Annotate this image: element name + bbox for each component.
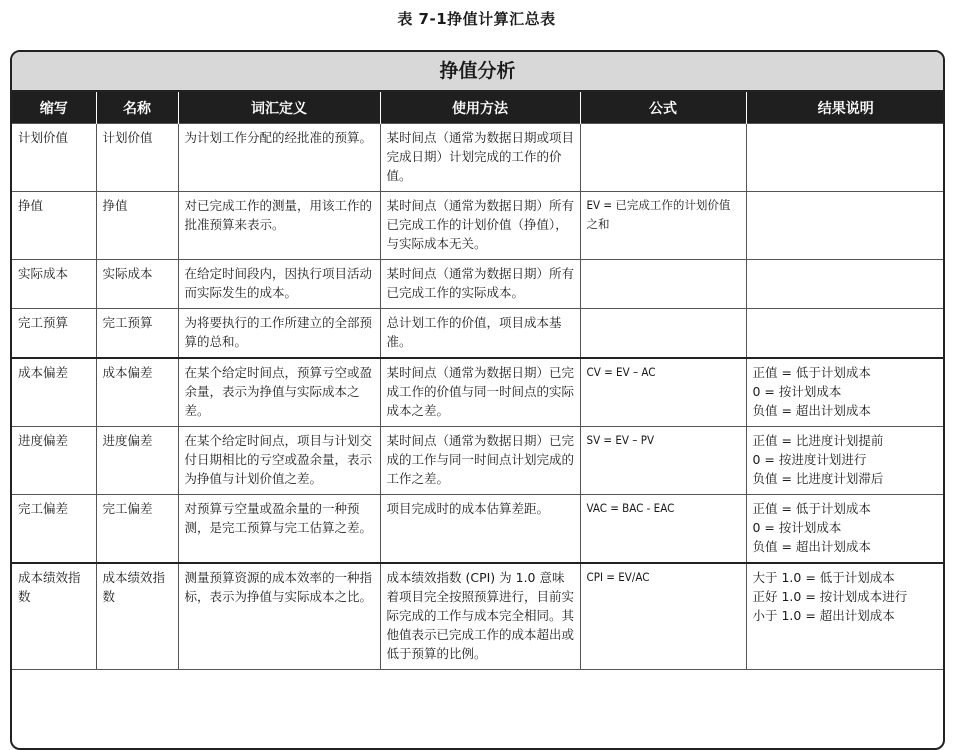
table-row (12, 309, 945, 359)
cell-abbr: 挣值 (12, 192, 96, 260)
cell-formula (580, 309, 746, 359)
cell-result (746, 309, 945, 359)
cell-usage: 某时间点（通常为数据日期）所有已完成工作的计划价值（挣值），与实际成本无关。 (380, 192, 580, 260)
table-row (12, 260, 945, 309)
header-result: 结果说明 (746, 92, 945, 124)
result-line: 小于 1.0 = 超出计划成本 (752, 608, 895, 623)
cell-result (746, 427, 945, 495)
cell-result (746, 192, 945, 260)
cell-abbr: 进度偏差 (12, 427, 96, 495)
cell-formula: CPI = EV/AC (580, 563, 746, 670)
result-line: 正值 = 低于计划成本 (752, 501, 871, 516)
cell-usage: 某时间点（通常为数据日期或项目完成日期）计划完成的工作的价值。 (380, 124, 580, 192)
cell-name: 成本绩效指数 (96, 563, 178, 670)
table-row (12, 495, 945, 564)
header-definition: 词汇定义 (178, 92, 380, 124)
cell-name: 成本偏差 (96, 358, 178, 427)
table-row (12, 192, 945, 260)
cell-usage: 成本绩效指数 (CPI) 为 1.0 意味着项目完全按照预算进行，目前实际完成的工作与成本完全相同。其他值表示已完成工作的成本超出或低于预算的比例。 (380, 563, 580, 670)
earned-value-table (12, 92, 945, 670)
cell-definition: 在给定时间段内，因执行项目活动而实际发生的成本。 (178, 260, 380, 309)
cell-definition: 对预算亏空量或盈余量的一种预测，是完工预算与完工估算之差。 (178, 495, 380, 564)
panel-title: 挣值分析 (12, 52, 943, 92)
table-row (12, 563, 945, 670)
result-line: 正好 1.0 = 按计划成本进行 (752, 589, 908, 604)
cell-abbr: 实际成本 (12, 260, 96, 309)
cell-result (746, 124, 945, 192)
header-abbr: 缩写 (12, 92, 96, 124)
cell-usage: 某时间点（通常为数据日期）已完成工作的价值与同一时间点的实际成本之差。 (380, 358, 580, 427)
cell-result (746, 563, 945, 670)
table-row (12, 427, 945, 495)
result-line: 负值 = 超出计划成本 (752, 403, 871, 418)
cell-formula: SV = EV – PV (580, 427, 746, 495)
table-row (12, 358, 945, 427)
result-line: 0 = 按进度计划进行 (752, 452, 867, 467)
cell-usage: 某时间点（通常为数据日期）所有已完成工作的实际成本。 (380, 260, 580, 309)
cell-formula (580, 124, 746, 192)
cell-definition: 对已完成工作的测量，用该工作的批准预算来表示。 (178, 192, 380, 260)
cell-formula: VAC = BAC - EAC (580, 495, 746, 564)
result-line: 大于 1.0 = 低于计划成本 (752, 570, 895, 585)
cell-result (746, 358, 945, 427)
cell-usage: 项目完成时的成本估算差距。 (380, 495, 580, 564)
table-caption: 表 7-1挣值计算汇总表 (397, 10, 556, 28)
cell-result (746, 260, 945, 309)
cell-definition: 在某个给定时间点，预算亏空或盈余量，表示为挣值与实际成本之差。 (178, 358, 380, 427)
cell-definition: 为将要执行的工作所建立的全部预算的总和。 (178, 309, 380, 359)
cell-name: 挣值 (96, 192, 178, 260)
cell-usage: 某时间点（通常为数据日期）已完成的工作与同一时间点计划完成的工作之差。 (380, 427, 580, 495)
cell-abbr: 成本偏差 (12, 358, 96, 427)
header-row (12, 92, 945, 124)
result-line: 0 = 按计划成本 (752, 384, 842, 399)
cell-name: 实际成本 (96, 260, 178, 309)
cell-definition: 为计划工作分配的经批准的预算。 (178, 124, 380, 192)
earned-value-panel (10, 50, 945, 750)
cell-result (746, 495, 945, 564)
table-row (12, 124, 945, 192)
cell-definition: 测量预算资源的成本效率的一种指标，表示为挣值与实际成本之比。 (178, 563, 380, 670)
cell-usage: 总计划工作的价值，项目成本基准。 (380, 309, 580, 359)
cell-formula: CV = EV – AC (580, 358, 746, 427)
cell-name: 完工预算 (96, 309, 178, 359)
header-name: 名称 (96, 92, 178, 124)
result-line: 正值 = 低于计划成本 (752, 365, 871, 380)
cell-abbr: 完工偏差 (12, 495, 96, 564)
result-line: 负值 = 比进度计划滞后 (752, 471, 884, 486)
header-usage: 使用方法 (380, 92, 580, 124)
cell-abbr: 完工预算 (12, 309, 96, 359)
cell-name: 完工偏差 (96, 495, 178, 564)
cell-abbr: 成本绩效指数 (12, 563, 96, 670)
result-line: 0 = 按计划成本 (752, 520, 842, 535)
cell-definition: 在某个给定时间点，项目与计划交付日期相比的亏空或盈余量，表示为挣值与计划价值之差。 (178, 427, 380, 495)
result-line: 负值 = 超出计划成本 (752, 539, 871, 554)
cell-name: 进度偏差 (96, 427, 178, 495)
cell-abbr: 计划价值 (12, 124, 96, 192)
result-line: 正值 = 比进度计划提前 (752, 433, 884, 448)
header-formula: 公式 (580, 92, 746, 124)
cell-name: 计划价值 (96, 124, 178, 192)
cell-formula: EV = 已完成工作的计划价值之和 (580, 192, 746, 260)
cell-formula (580, 260, 746, 309)
